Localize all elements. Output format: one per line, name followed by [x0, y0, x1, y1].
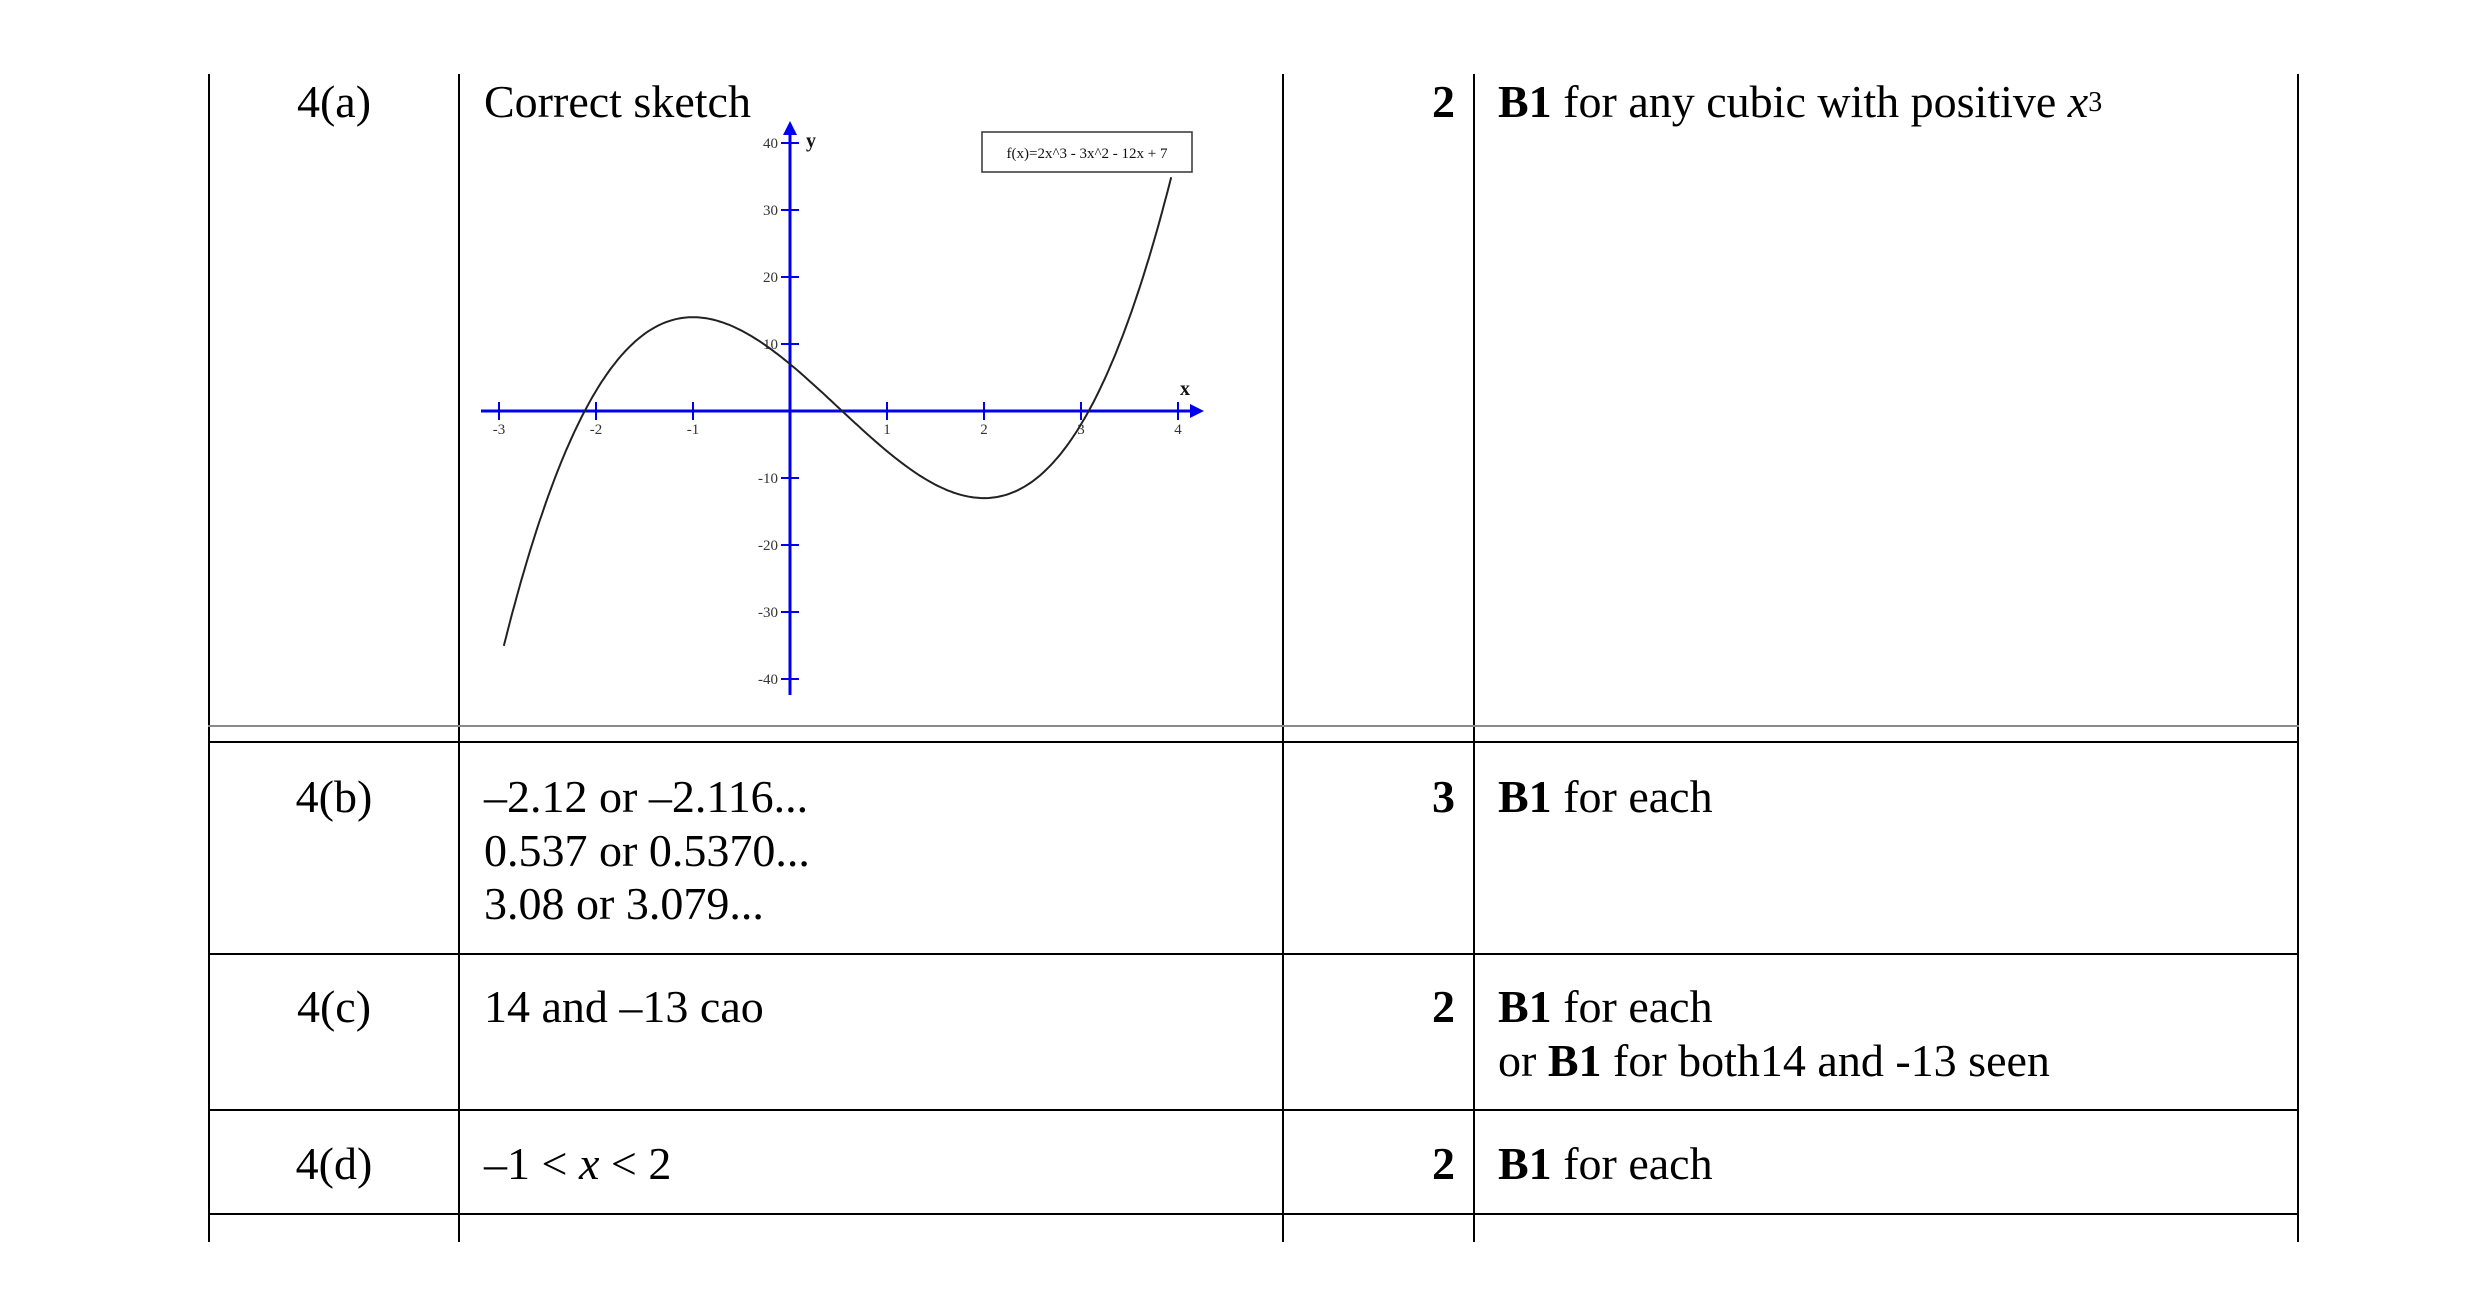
- x-tick-label: -3: [492, 422, 506, 438]
- legend-label: f(x)=2x^3 - 3x^2 - 12x + 7: [1006, 146, 1168, 162]
- x-axis-arrow: [1190, 404, 1204, 418]
- row-separator-c: [208, 1109, 2299, 1111]
- marks-value: 2: [1432, 981, 1455, 1032]
- row-separator-d: [208, 1213, 2299, 1215]
- guidance-text-line2: [1498, 1034, 2050, 1088]
- question-number: 4(b): [295, 771, 373, 822]
- b1-label: B1: [1498, 981, 1552, 1032]
- guidance-text: [1498, 770, 1713, 824]
- y-tick-label: -30: [758, 605, 778, 621]
- row-separator-b: [208, 953, 2299, 955]
- guidance-prefix: or: [1498, 1035, 1548, 1086]
- marks-value: 2: [1432, 1138, 1455, 1189]
- guidance-exponent: 3: [2088, 87, 2103, 118]
- x-tick-label: 1: [883, 422, 891, 438]
- question-number: 4(a): [296, 76, 372, 127]
- y-tick-label: -10: [758, 471, 778, 487]
- y-tick-label: 40: [763, 136, 778, 152]
- row-separator-a-bottom: [208, 741, 2299, 743]
- answer-line: 3.08 or 3.079...: [484, 878, 764, 929]
- guidance-text: [1498, 75, 2102, 129]
- b1-label: B1: [1498, 771, 1552, 822]
- answer-line: –2.12 or –2.116...: [484, 771, 809, 822]
- question-number: 4(d): [295, 1138, 373, 1189]
- marks-value: 2: [1432, 76, 1455, 127]
- y-tick-label: 10: [763, 337, 778, 353]
- x-tick-label: -2: [589, 422, 603, 438]
- table-divider-1: [458, 74, 460, 1242]
- b1-label: B1: [1547, 1035, 1602, 1086]
- guidance-body: for any cubic with positive: [1551, 76, 2068, 127]
- table-border-left: [208, 74, 210, 1242]
- answer-text: 14 and –13 cao: [484, 981, 764, 1032]
- graph-axes: [481, 121, 1204, 695]
- graph-legend: [982, 132, 1192, 172]
- guidance-body: for both14 and -13 seen: [1601, 1035, 2050, 1086]
- y-tick-label: 20: [763, 270, 778, 286]
- inequality-left: –1 <: [484, 1138, 579, 1189]
- answer-inequality: [484, 1137, 671, 1191]
- y-tick-label: -40: [758, 672, 778, 688]
- inequality-variable: x: [578, 1138, 600, 1189]
- x-tick-label: 4: [1174, 422, 1182, 438]
- cubic-graph: [468, 118, 1228, 718]
- row-separator-a-top: [208, 725, 2299, 727]
- y-axis-arrow: [783, 121, 797, 135]
- inequality-right: < 2: [599, 1138, 672, 1189]
- answer-line: 0.537 or 0.5370...: [484, 825, 810, 876]
- table-border-right: [2297, 74, 2299, 1242]
- b1-label: B1: [1498, 76, 1552, 127]
- question-number: 4(c): [296, 981, 372, 1032]
- y-tick-label: 30: [763, 203, 778, 219]
- guidance-body: for each: [1551, 981, 1713, 1032]
- x-tick-label: -1: [686, 422, 700, 438]
- x-tick-label: 3: [1077, 422, 1085, 438]
- guidance-variable: x: [2067, 76, 2089, 127]
- y-tick-label: -20: [758, 538, 778, 554]
- marks-value: 3: [1432, 771, 1455, 822]
- answer-text: Correct sketch: [484, 76, 751, 127]
- y-axis-label: y: [806, 130, 816, 152]
- guidance-body: for each: [1551, 771, 1713, 822]
- x-axis-label: x: [1180, 378, 1190, 400]
- guidance-body: for each: [1551, 1138, 1713, 1189]
- guidance-text: [1498, 1137, 1713, 1191]
- x-tick-label: 2: [980, 422, 988, 438]
- table-divider-2: [1282, 74, 1284, 1242]
- table-divider-3: [1473, 74, 1475, 1242]
- guidance-text: [1498, 980, 1713, 1034]
- b1-label: B1: [1498, 1138, 1552, 1189]
